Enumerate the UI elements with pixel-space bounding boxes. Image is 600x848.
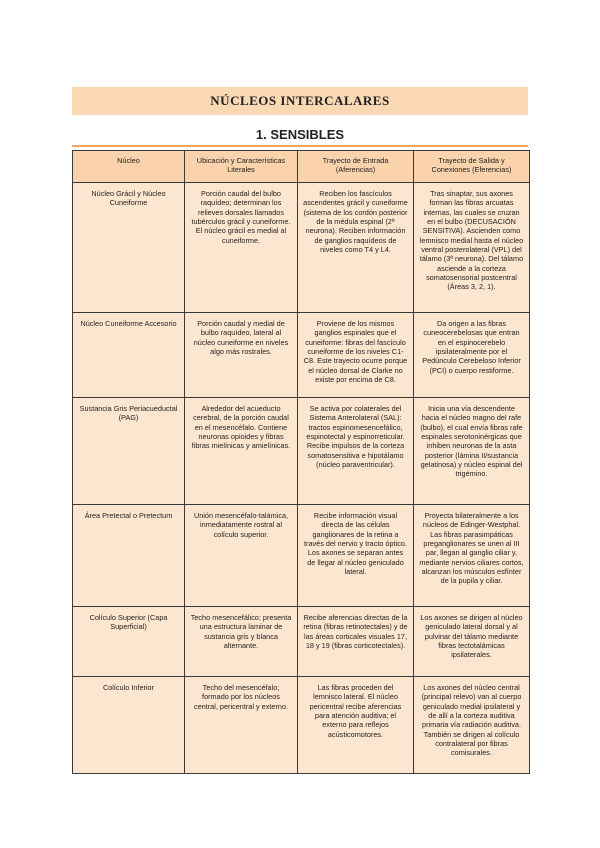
table-row — [73, 505, 530, 607]
table-cell: Núcleo Cuneiforme Accesorio — [73, 313, 185, 398]
table-cell: Techo del mesencéfalo; formado por los núcleos central, pericentral y externo. — [185, 677, 298, 774]
table-cell: Techo mesencefálico; presenta una estructura laminar de sustancia gris y blanca alternante. — [185, 607, 298, 677]
table-cell: Se activa por colaterales del Sistema Anterolateral (SAL): tractos espinomesencefálico, espinotectal y espinorreticular. Recibe impulsos de la corteza somatosensitiva e hipotálamo (núcleo paraventricular). — [298, 398, 414, 505]
table-cell: Sustancia Gris Periacueductal (PAG) — [73, 398, 185, 505]
table-cell: Proyecta bilateralmente a los núcleos de Edinger-Westphal. Las fibras parasimpáticas preganglionares se unen al III par, llegan al ganglio ciliar y, mediante nervios ciliares cortos, alcanzan los músculos esfínter de la pupila y ciliar. — [414, 505, 530, 607]
table-row — [73, 398, 530, 505]
header-cell: Núcleo — [73, 151, 185, 183]
table-cell: Los axones del núcleo central (principal relevo) van al cuerpo geniculado medial ipsilateral y de allí a la corteza auditiva primaria vía radiación auditiva. También se dirigen al colículo contralateral por fibras comisurales. — [414, 677, 530, 774]
table-cell: Porción caudal y medial de bulbo raquídeo, lateral al núcleo cuneiforme en niveles algo más rostrales. — [185, 313, 298, 398]
table-row — [73, 183, 530, 313]
section-title: 1. SENSIBLES — [255, 127, 345, 142]
table-cell: Las fibras proceden del lemnisco lateral. El núcleo pericentral recibe aferencias para atención auditiva; el externo para reflejos acústicomotores. — [298, 677, 414, 774]
table-cell: Colículo Inferior — [73, 677, 185, 774]
table-cell: Reciben los fascículos ascendentes grácil y cuneiforme (sistema de los cordón posterior de la médula espinal (2ª neurona). Reciben información de ganglios raquídeos de niveles como T4 y L4. — [298, 183, 414, 313]
nuclei-table — [72, 150, 530, 774]
table-cell: Unión mesencéfalo-talámica, inmediatamente rostral al colículo superior. — [185, 505, 298, 607]
table-header-row — [73, 151, 530, 183]
table-cell: Inicia una vía descendente hacia el núcleo magno del rafe (bulbo), el cual envía fibras rafe espinales serotoninérgicas que inhiben neuronas de la asta posterior (lámina II/sustancia gelatinosa) y núcleo espinal del trigémino. — [414, 398, 530, 505]
table-cell: Colículo Superior (Capa Superficial) — [73, 607, 185, 677]
table-cell: Alrededor del acueducto cerebral, de la porción caudal en el mesencéfalo. Contiene neuronas opioides y fibras fibras mielínicas y amielínicas. — [185, 398, 298, 505]
header-cell: Ubicación y Características Literales — [185, 151, 298, 183]
table-cell: Tras sinaptar, sus axones forman las fibras arcuatas internas, las cuales se cruzan en el bulbo (DECUSACIÓN SENSITIVA). Ascienden como lemnisco medial hasta el núcleo ventral posterolateral (VPL) del tálamo (3ª neurona). Del tálamo asciende a la corteza somatosensorial postcentral (Áreas 3, 2, 1). — [414, 183, 530, 313]
table-cell: Área Pretectal o Pretectum — [73, 505, 185, 607]
table-cell: Porción caudal del bulbo raquídeo; determinan los relieves dorsales llamados tubérculos grácil y cuneiforme. El núcleo grácil es medial al cuneiforme. — [185, 183, 298, 313]
title-banner — [72, 87, 528, 115]
table-row — [73, 677, 530, 774]
table-cell: Núcleo Grácil y Núcleo Cuneiforme — [73, 183, 185, 313]
table-cell: Proviene de los mismos ganglios espinales que el cuneiforme: fibras del fascículo cuneiforme de los niveles C1-C8. Este trayecto ocurre porque el núcleo dorsal de Clarke no existe por encima de C8. — [298, 313, 414, 398]
table-cell: Recibe información visual directa de las células ganglionares de la retina a través del nervio y tracto óptico. Los axones se separan antes de llegar al núcleo geniculado lateral. — [298, 505, 414, 607]
page-title: NÚCLEOS INTERCALARES — [210, 93, 390, 108]
table-cell: Da origen a las fibras cuneocerebelosas que entran en el espinocerebelo ipsilateralmente por el Pedúnculo Cerebeloso Inferior (PCI) o cuerpo restiforme. — [414, 313, 530, 398]
table-cell: Recibe aferencias directas de la retina (fibras retinotectales) y de las áreas corticales visuales 17, 18 y 19 (fibras corticotectales). — [298, 607, 414, 677]
table-cell: Los axones se dirigen al núcleo geniculado lateral dorsal y al pulvinar del tálamo mediante fibras tectotalámicas ipsilaterales. — [414, 607, 530, 677]
section-underline — [72, 145, 528, 147]
header-cell: Trayecto de Salida y Conexiones (Eferencias) — [414, 151, 530, 183]
table-row — [73, 607, 530, 677]
header-cell: Trayecto de Entrada (Aferencias) — [298, 151, 414, 183]
table-row — [73, 313, 530, 398]
